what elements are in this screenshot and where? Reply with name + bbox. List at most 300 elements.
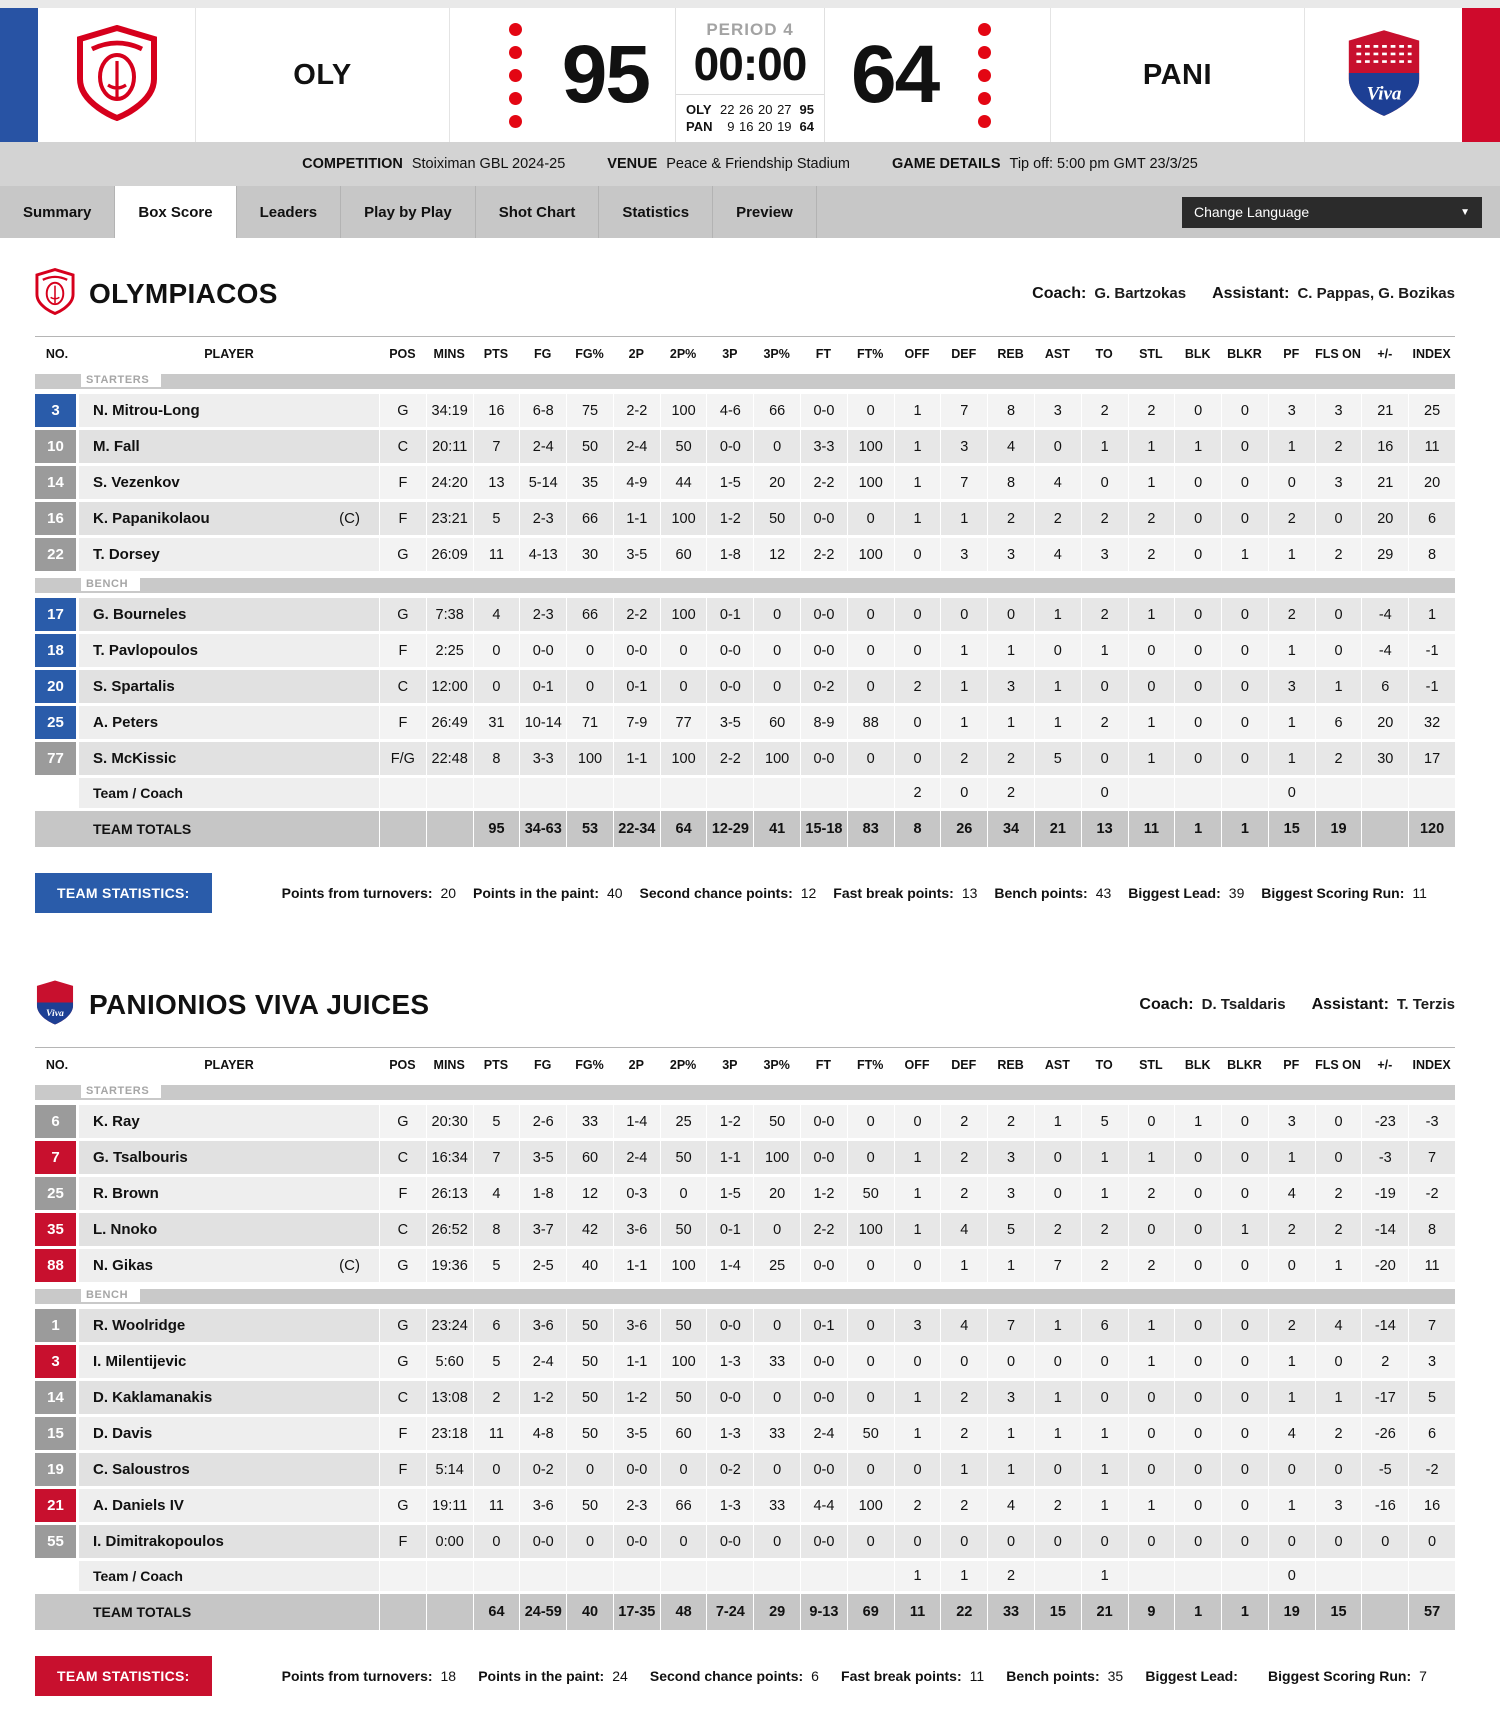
col-header-ft: FT	[800, 336, 847, 370]
stat-cell: 1	[1174, 1105, 1221, 1141]
stat-cell: 8-9	[800, 706, 847, 742]
stat-cell: 0	[940, 1345, 987, 1381]
stat-cell: 0-3	[613, 1177, 660, 1213]
stat-cell: 8	[894, 811, 941, 847]
stat-cell: 0	[566, 1453, 613, 1489]
stat-cell: 0	[1081, 670, 1128, 706]
player-name[interactable]	[79, 1345, 379, 1381]
player-row	[35, 1105, 1455, 1141]
linescore-row-home	[686, 101, 814, 118]
stat-cell: 3-6	[613, 1309, 660, 1345]
stat-cell: 2	[1268, 598, 1315, 634]
stat-cell: 0	[1221, 1489, 1268, 1525]
tab-box-score[interactable]: Box Score	[115, 186, 236, 238]
stat-cell: 0	[1174, 1489, 1221, 1525]
player-name-text: S. Vezenkov	[93, 474, 180, 491]
player-number-badge: 88	[35, 1249, 76, 1282]
stat-cell: 4	[987, 430, 1034, 466]
stat-cell: 42	[566, 1213, 613, 1249]
stat-cell: 6	[1081, 1309, 1128, 1345]
stat-cell: 11	[473, 1489, 520, 1525]
stat-cell: 0-0	[519, 634, 566, 670]
stat-cell: 50	[753, 502, 800, 538]
col-header-2p: 2P%	[660, 1047, 707, 1081]
stat-cell: 0	[660, 1525, 707, 1561]
stat-cell: 26:09	[426, 538, 473, 574]
home-score: 95	[561, 29, 649, 120]
stat-cell: 1-2	[800, 1177, 847, 1213]
tab-summary[interactable]: Summary	[0, 186, 115, 238]
stat-cell: 0	[1174, 538, 1221, 574]
stat-cell: 21	[1034, 811, 1081, 847]
stat-cell: 15	[1034, 1594, 1081, 1630]
linescore-q4: 19	[777, 119, 792, 135]
player-name[interactable]	[79, 598, 379, 634]
stat-cell: 0	[753, 670, 800, 706]
stat-cell: 0	[1174, 1249, 1221, 1285]
stat-cell: 2	[940, 1105, 987, 1141]
stat-cell: 1	[1221, 1594, 1268, 1630]
player-row	[35, 1453, 1455, 1489]
olympiacos-logo	[76, 25, 158, 126]
stat-cell: 0-2	[800, 670, 847, 706]
home-box-score-table	[35, 336, 1455, 847]
player-name-text: G. Tsalbouris	[93, 1149, 188, 1166]
player-row	[35, 1489, 1455, 1525]
venue-label: VENUE	[607, 156, 658, 172]
stat-cell: 0	[1174, 1213, 1221, 1249]
stat-cell: 0	[753, 1453, 800, 1489]
player-name[interactable]	[79, 1213, 379, 1249]
stat-cell: 0	[894, 1525, 941, 1561]
player-number-badge: 1	[35, 1309, 76, 1342]
venue-value: Peace & Friendship Stadium	[666, 156, 851, 172]
stat-cell: 1-1	[706, 1141, 753, 1177]
stat-cell: 0	[566, 1525, 613, 1561]
section-cell	[35, 574, 1455, 598]
stat-cell: 0	[1174, 742, 1221, 778]
player-number-badge: 10	[35, 430, 76, 463]
stat-cell: 1	[1081, 1453, 1128, 1489]
stat-cell: 1	[1081, 1561, 1128, 1594]
stat-cell: 50	[660, 1309, 707, 1345]
section-label: STARTERS	[81, 373, 161, 387]
player-number-cell	[35, 1453, 79, 1489]
stat-cell: 1	[894, 430, 941, 466]
stat-cell: 0	[1315, 634, 1362, 670]
player-number-badge: 35	[35, 1213, 76, 1246]
stat-cell: -14	[1361, 1213, 1408, 1249]
player-number-badge: 14	[35, 466, 76, 499]
player-name[interactable]	[79, 1141, 379, 1177]
stat-cell: 21	[1081, 1594, 1128, 1630]
column-header-row	[35, 336, 1455, 370]
stat-cell: 2	[1268, 502, 1315, 538]
stat-cell: 0	[1221, 1309, 1268, 1345]
col-header-mins: MINS	[426, 1047, 473, 1081]
stat-cell: F	[379, 502, 426, 538]
stat-cell: -2	[1408, 1453, 1455, 1489]
stat-cell: 100	[660, 394, 707, 430]
row-number-cell	[35, 778, 79, 811]
linescore-q3: 20	[758, 119, 773, 135]
stat-cell: 3	[1034, 394, 1081, 430]
stat-cell: 2	[940, 1381, 987, 1417]
stat-cell: 0	[940, 598, 987, 634]
stat-cell: 1	[894, 466, 941, 502]
stat-cell	[1174, 778, 1221, 811]
col-header-fg: FG%	[566, 336, 613, 370]
stat-cell: 2	[1268, 1213, 1315, 1249]
stat-cell: 0	[1221, 1453, 1268, 1489]
stat-cell: 41	[753, 811, 800, 847]
stat-cell: 50	[847, 1417, 894, 1453]
player-name[interactable]	[79, 1489, 379, 1525]
section-label: BENCH	[81, 1288, 140, 1302]
stat-cell: 1-1	[613, 742, 660, 778]
stat-cell: 3	[940, 538, 987, 574]
home-logo-box	[38, 8, 196, 142]
stat-cell: 1-1	[613, 1249, 660, 1285]
stat-cell: 7	[1034, 1249, 1081, 1285]
stat-cell: 4	[940, 1213, 987, 1249]
stat-cell: 64	[660, 811, 707, 847]
col-header-fg: FG%	[566, 1047, 613, 1081]
stat-cell: 2	[1128, 1177, 1175, 1213]
stat-cell: 1-2	[519, 1381, 566, 1417]
team-stats-label: TEAM STATISTICS:	[35, 873, 212, 913]
stat-cell: 25	[660, 1105, 707, 1141]
team-stat-label: Biggest Lead:	[1145, 1668, 1238, 1684]
stat-cell: 1	[940, 1561, 987, 1594]
stat-cell: 0	[1174, 1177, 1221, 1213]
captain-mark: (C)	[339, 510, 360, 527]
col-header-pts: PTS	[473, 336, 520, 370]
col-header-off: OFF	[894, 336, 941, 370]
player-name-text: T. Dorsey	[93, 546, 160, 563]
stat-cell: 0	[753, 634, 800, 670]
stat-cell: 2	[1128, 1249, 1175, 1285]
team-stat-value: 11	[969, 1668, 985, 1684]
stat-cell: 0	[1315, 598, 1362, 634]
stat-cell: 26:13	[426, 1177, 473, 1213]
stat-cell: 0-0	[800, 502, 847, 538]
player-name[interactable]	[79, 466, 379, 502]
stat-cell: 1	[987, 1417, 1034, 1453]
stat-cell: 0-0	[800, 1249, 847, 1285]
stat-cell: 33	[566, 1105, 613, 1141]
stat-cell: 100	[660, 1345, 707, 1381]
tab-preview[interactable]: Preview	[713, 186, 817, 238]
stat-cell: 3	[894, 1309, 941, 1345]
stat-cell: G	[379, 1489, 426, 1525]
stat-cell: 0-1	[800, 1309, 847, 1345]
stat-cell: 50	[566, 1309, 613, 1345]
stat-cell: 0	[660, 670, 707, 706]
stat-cell: -19	[1361, 1177, 1408, 1213]
stat-cell: 7	[987, 1309, 1034, 1345]
stat-cell: 50	[566, 1489, 613, 1525]
team-stat-points-in-the-paint	[473, 885, 623, 901]
stat-cell: 20	[753, 1177, 800, 1213]
stat-cell: 1-3	[706, 1489, 753, 1525]
stat-cell: 6-8	[519, 394, 566, 430]
stat-cell: 2	[894, 778, 941, 811]
player-number-cell	[35, 1417, 79, 1453]
stat-cell: F/G	[379, 742, 426, 778]
foul-dot	[509, 46, 522, 59]
stat-cell: 100	[660, 502, 707, 538]
stat-cell: 33	[987, 1594, 1034, 1630]
player-name[interactable]	[79, 394, 379, 430]
stat-cell: 50	[660, 430, 707, 466]
stat-cell: 0	[1221, 706, 1268, 742]
stat-cell: 0	[894, 742, 941, 778]
section-bar	[35, 578, 1455, 593]
stat-cell: 0	[1174, 670, 1221, 706]
team-stat-label: Points from turnovers:	[281, 1668, 433, 1684]
stat-cell: 100	[660, 1249, 707, 1285]
stat-cell: F	[379, 706, 426, 742]
assistant-names: C. Pappas, G. Bozikas	[1297, 285, 1455, 302]
captain-mark: (C)	[339, 1257, 360, 1274]
stat-cell: 5	[987, 1213, 1034, 1249]
player-name[interactable]	[79, 538, 379, 574]
stat-cell: -1	[1408, 634, 1455, 670]
team-stats-label: TEAM STATISTICS:	[35, 1656, 212, 1696]
stat-cell: 0	[753, 598, 800, 634]
stat-cell: 1-5	[706, 1177, 753, 1213]
stat-cell: 1	[1315, 1381, 1362, 1417]
stat-cell: 50	[566, 430, 613, 466]
player-number-cell	[35, 430, 79, 466]
player-name-text: N. Mitrou-Long	[93, 402, 200, 419]
col-header-off: OFF	[894, 1047, 941, 1081]
player-number-cell	[35, 466, 79, 502]
assistant-label: Assistant:	[1311, 996, 1389, 1013]
player-name[interactable]	[79, 502, 379, 538]
team-stat-biggest-lead	[1145, 1668, 1246, 1684]
team-stat-label: Points from turnovers:	[281, 885, 433, 901]
stat-cell: 0-0	[706, 634, 753, 670]
player-number-cell	[35, 1309, 79, 1345]
player-number-badge: 25	[35, 706, 76, 739]
stat-cell: 2	[1081, 1213, 1128, 1249]
stat-cell: 12	[753, 538, 800, 574]
stat-cell: 1	[1081, 430, 1128, 466]
team-stat-value: 6	[811, 1668, 819, 1684]
team-stat-label: Bench points:	[994, 885, 1088, 901]
stat-cell: 0	[1128, 1453, 1175, 1489]
stat-cell: 25	[753, 1249, 800, 1285]
stat-cell: 16	[1361, 430, 1408, 466]
competition-label: COMPETITION	[302, 156, 403, 172]
stat-cell	[660, 778, 707, 811]
foul-dot	[509, 92, 522, 105]
stat-cell: 1-8	[519, 1177, 566, 1213]
stat-cell: 9	[1128, 1594, 1175, 1630]
stat-cell: 33	[753, 1489, 800, 1525]
stat-cell: 4	[1268, 1417, 1315, 1453]
stat-cell: -14	[1361, 1309, 1408, 1345]
team-stat-value: 24	[612, 1668, 628, 1684]
player-row	[35, 538, 1455, 574]
stat-cell: 0-0	[706, 670, 753, 706]
stat-cell: 0-0	[800, 394, 847, 430]
language-selector[interactable]	[1182, 197, 1482, 228]
tab-leaders[interactable]: Leaders	[237, 186, 342, 238]
tab-statistics[interactable]: Statistics	[599, 186, 713, 238]
stat-cell: 5	[1408, 1381, 1455, 1417]
stat-cell	[379, 1561, 426, 1594]
col-header-fls-on: FLS ON	[1315, 1047, 1362, 1081]
player-number-cell	[35, 1525, 79, 1561]
stat-cell: 2	[1034, 1213, 1081, 1249]
stat-cell: 4	[1034, 538, 1081, 574]
stat-cell: 0-0	[800, 1345, 847, 1381]
stat-cell: 2	[987, 1561, 1034, 1594]
stat-cell: F	[379, 1453, 426, 1489]
scoreboard-center	[450, 8, 1050, 142]
stat-cell: 3	[1268, 394, 1315, 430]
stat-cell: 0	[1268, 1561, 1315, 1594]
stat-cell: 2	[1268, 1309, 1315, 1345]
header-left-stripe	[0, 8, 38, 142]
player-name[interactable]	[79, 1417, 379, 1453]
stat-cell: 1	[1268, 1345, 1315, 1381]
stat-cell: 0	[1221, 502, 1268, 538]
col-header-reb: REB	[987, 1047, 1034, 1081]
stat-cell: 7	[473, 430, 520, 466]
player-name[interactable]	[79, 1525, 379, 1561]
stat-cell	[379, 811, 426, 847]
stat-cell: 0	[566, 634, 613, 670]
stat-cell: 60	[660, 538, 707, 574]
player-row	[35, 502, 1455, 538]
player-name[interactable]	[79, 1105, 379, 1141]
col-header-pos: POS	[379, 1047, 426, 1081]
stat-cell: 0	[1128, 1525, 1175, 1561]
player-row	[35, 430, 1455, 466]
stat-cell: 5	[473, 1345, 520, 1381]
player-name[interactable]	[79, 1309, 379, 1345]
coach-label: Coach:	[1032, 285, 1087, 302]
stat-cell: 33	[753, 1345, 800, 1381]
stat-cell	[847, 1561, 894, 1594]
stat-cell: C	[379, 430, 426, 466]
stat-cell: 11	[1128, 811, 1175, 847]
stat-cell: 53	[566, 811, 613, 847]
stat-cell: 95	[473, 811, 520, 847]
stat-cell: 1	[1034, 1309, 1081, 1345]
coach-name: D. Tsaldaris	[1201, 996, 1286, 1013]
player-name[interactable]	[79, 1249, 379, 1285]
stat-cell: 0	[1221, 670, 1268, 706]
stat-cell: 0	[1221, 1249, 1268, 1285]
tab-shot-chart[interactable]: Shot Chart	[476, 186, 600, 238]
col-header-pf: PF	[1268, 336, 1315, 370]
stat-cell: 0	[894, 1105, 941, 1141]
game-meta-bar	[0, 142, 1500, 186]
linescore-team: PAN	[686, 119, 713, 135]
player-name-text: M. Fall	[93, 438, 140, 455]
stat-cell: 0	[847, 1381, 894, 1417]
stat-cell: 34	[987, 811, 1034, 847]
stat-cell: 6	[473, 1309, 520, 1345]
player-name[interactable]	[79, 670, 379, 706]
stat-cell: 0	[1315, 1105, 1362, 1141]
stat-cell: 1	[1408, 598, 1455, 634]
player-name[interactable]	[79, 1177, 379, 1213]
stat-cell: 30	[566, 538, 613, 574]
stat-cell: 4	[1034, 466, 1081, 502]
stat-cell: 20:30	[426, 1105, 473, 1141]
stat-cell: 7	[473, 1141, 520, 1177]
col-header-stl: STL	[1128, 336, 1175, 370]
meta-details	[892, 156, 1198, 172]
stat-cell: 3	[1268, 670, 1315, 706]
stat-cell: 0	[1174, 1141, 1221, 1177]
stat-cell: 0	[894, 1453, 941, 1489]
col-header-pos: POS	[379, 336, 426, 370]
player-name[interactable]	[79, 634, 379, 670]
stat-cell: 1	[1081, 1489, 1128, 1525]
stat-cell: 3-5	[706, 706, 753, 742]
stat-cell: 2-2	[800, 538, 847, 574]
stat-cell: 0-2	[706, 1453, 753, 1489]
col-header-blk: BLK	[1174, 336, 1221, 370]
stat-cell: 2	[1315, 1177, 1362, 1213]
section-cell	[35, 370, 1455, 394]
stat-cell: 40	[566, 1594, 613, 1630]
stat-cell: 1	[1128, 1345, 1175, 1381]
stat-cell: 50	[566, 1345, 613, 1381]
team-stat-label: Points in the paint:	[473, 885, 600, 901]
team-stat-biggest-lead	[1128, 885, 1244, 901]
stat-cell: 7	[1408, 1141, 1455, 1177]
stat-cell: 0	[1128, 1213, 1175, 1249]
stat-cell: 2	[1081, 1249, 1128, 1285]
stat-cell	[1221, 1561, 1268, 1594]
stat-cell: 8	[473, 1213, 520, 1249]
stat-cell: 1	[1128, 430, 1175, 466]
stat-cell: 1	[894, 1417, 941, 1453]
stat-cell: 0	[1408, 1525, 1455, 1561]
stat-cell: 0	[847, 1309, 894, 1345]
stat-cell: 1	[1268, 706, 1315, 742]
player-name[interactable]	[79, 430, 379, 466]
player-number-badge: 3	[35, 394, 76, 427]
team-stat-second-chance-points	[640, 885, 817, 901]
stat-cell: 0	[1174, 466, 1221, 502]
section-bar	[35, 1085, 1455, 1100]
coach-label: Coach:	[1139, 996, 1194, 1013]
stat-cell: 0	[1174, 1453, 1221, 1489]
stat-cell: 60	[753, 706, 800, 742]
stat-cell: 3	[1408, 1345, 1455, 1381]
player-name[interactable]	[79, 742, 379, 778]
player-name[interactable]	[79, 1453, 379, 1489]
details-label: GAME DETAILS	[892, 156, 1001, 172]
stat-cell: 3	[1315, 1489, 1362, 1525]
stat-cell: -20	[1361, 1249, 1408, 1285]
stat-cell: 31	[473, 706, 520, 742]
tab-play-by-play[interactable]: Play by Play	[341, 186, 476, 238]
player-name[interactable]	[79, 706, 379, 742]
stat-cell: 7	[1408, 1309, 1455, 1345]
player-name[interactable]	[79, 1381, 379, 1417]
stat-cell: 4	[473, 1177, 520, 1213]
